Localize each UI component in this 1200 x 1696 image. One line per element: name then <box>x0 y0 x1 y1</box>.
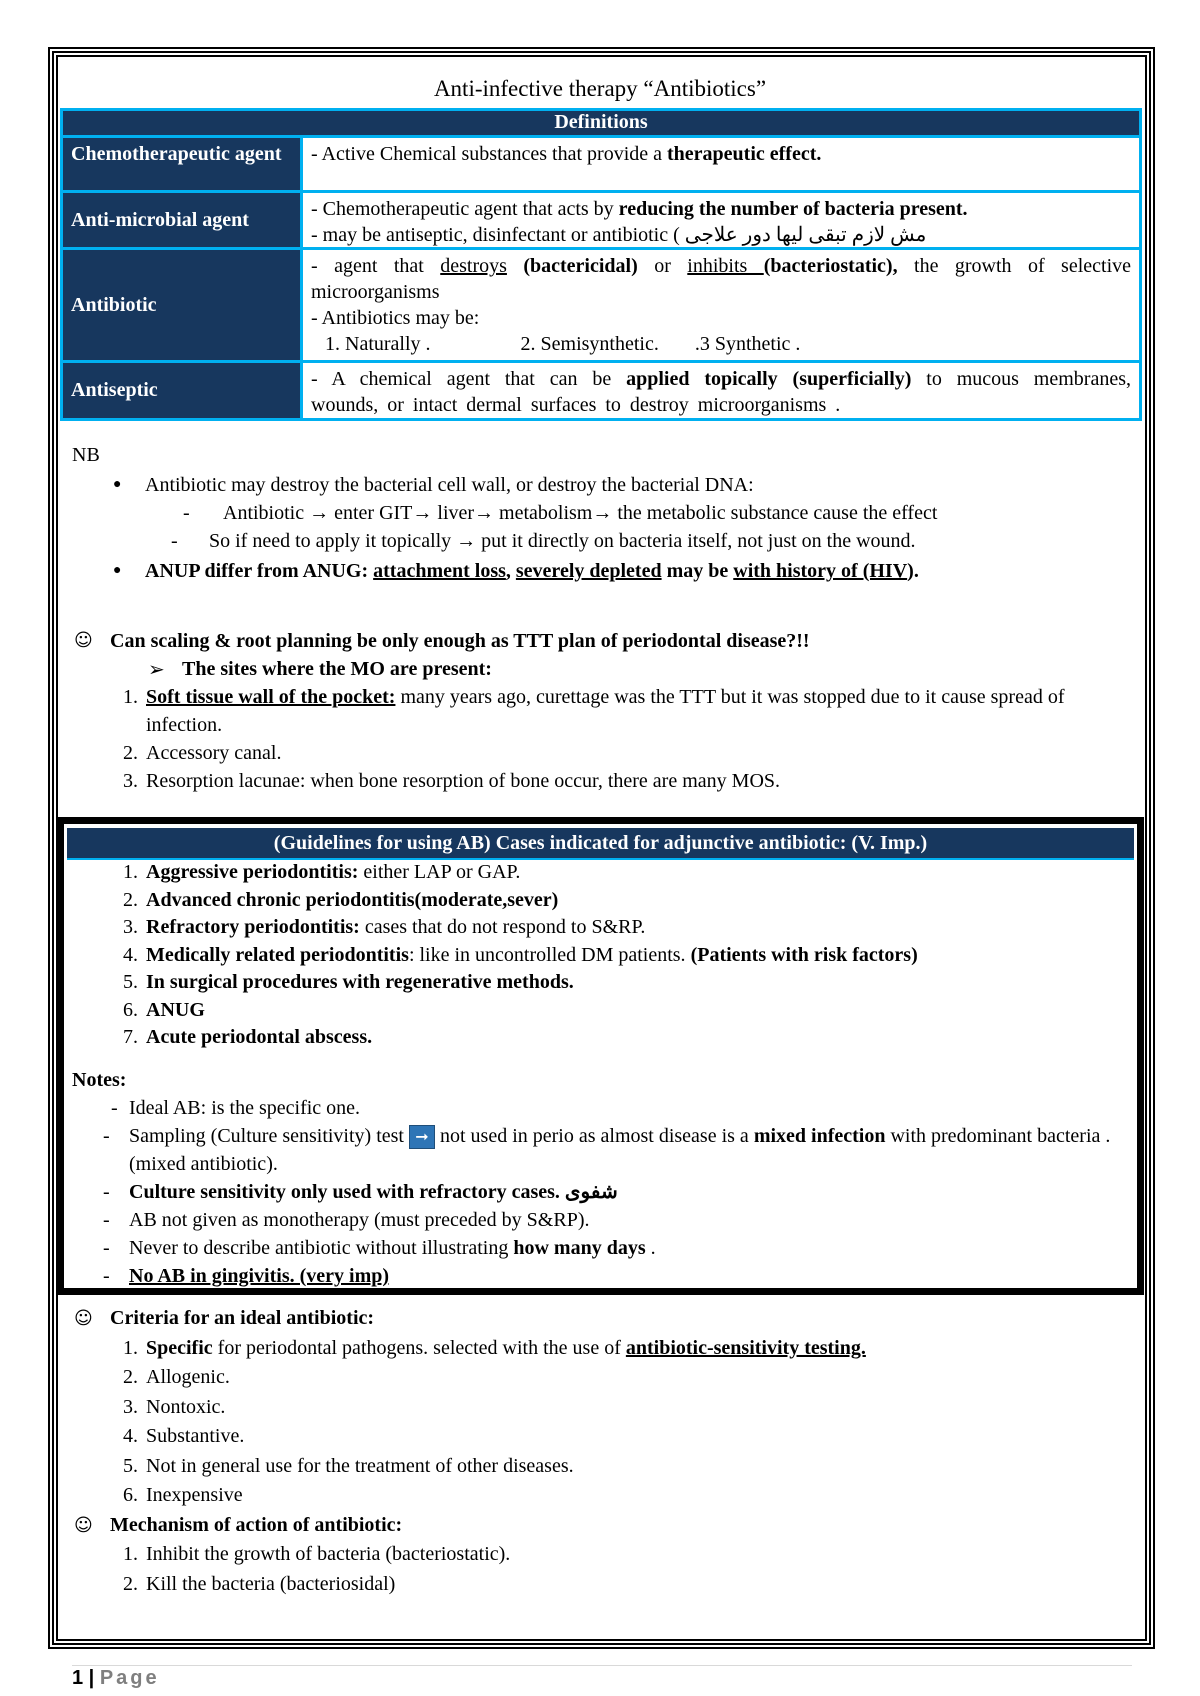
note-4: - AB not given as monotherapy (must preceded by S&RP). <box>103 1209 590 1231</box>
def-row-antimicrobial <box>60 193 1142 250</box>
def-row-chemotherapeutic <box>60 138 1142 193</box>
mechanism-item-1: 1. Inhibit the growth of bacteria (bacteriostatic). <box>123 1543 511 1565</box>
def-desc: - Active Chemical substances that provide a therapeutic effect. <box>303 138 1142 193</box>
scaling-item-3: 3. Resorption lacunae: when bone resorption of bone occur, there are many MOS. <box>123 770 781 792</box>
criteria-item-4: 4. Substantive. <box>123 1425 245 1447</box>
nb-dash-1: - Antibiotic → enter GIT→ liver→ metabolism→ the metabolic substance cause the effect <box>183 502 938 524</box>
scaling-section <box>74 627 1110 795</box>
mechanism-heading: ☺ Mechanism of action of antibiotic: <box>110 1511 1110 1541</box>
def-desc: - A chemical agent that can be applied topically (superficially) to mucous membranes, wounds, or intact dermal surfaces to destroy microorganisms . <box>303 363 1142 421</box>
scaling-item-1: 1. Soft tissue wall of the pocket: many years ago, curettage was the TTT but it was stopped due to it cause spread of infection. <box>123 686 1065 736</box>
nb-label: NB <box>72 444 100 466</box>
guideline-item-7: 7. Acute periodontal abscess. <box>123 1026 373 1048</box>
criteria-item-2: 2. Allogenic. <box>123 1366 230 1388</box>
arrow-bullet-icon: ➢ <box>148 657 165 681</box>
note-3: - Culture sensitivity only used with refractory cases. شفوى <box>103 1181 618 1203</box>
note-2: - Sampling (Culture sensitivity) test ➞ not used in perio as almost disease is a mixed infection with predominant bacteria . (mixed antibiotic). <box>103 1125 1111 1175</box>
note-6: - No AB in gingivitis. (very imp) <box>103 1265 390 1287</box>
criteria-item-3: 3. Nontoxic. <box>123 1395 226 1418</box>
criteria-item-5: 5. Not in general use for the treatment of other diseases. <box>123 1454 574 1477</box>
note-1: - Ideal AB: is the specific one. <box>111 1097 361 1119</box>
nb-bullet-1: ● Antibiotic may destroy the bacterial cell wall, or destroy the bacterial DNA: <box>145 471 1132 499</box>
definitions-table <box>60 108 1142 421</box>
scaling-question: ☺ Can scaling & root planning be only enough as TTT plan of periodontal disease?!! <box>110 627 1110 655</box>
right-arrow-icon: ➞ <box>409 1125 435 1149</box>
guideline-item-2: 2. Advanced chronic periodontitis(moderate,sever) <box>123 888 559 911</box>
def-term: Chemotherapeutic agent <box>60 138 303 193</box>
criteria-item-6: 6. Inexpensive <box>123 1484 243 1506</box>
guideline-item-1: 1. Aggressive periodontitis: either LAP or GAP. <box>123 861 521 883</box>
notes-section <box>72 1066 1112 1290</box>
nb-bullet-2: ● ANUP differ from ANUG: attachment loss, severely depleted may be with history of (HIV). <box>145 557 1132 585</box>
page-footer: 1 | Page <box>72 1667 160 1689</box>
guideline-item-5: 5. In surgical procedures with regenerative methods. <box>123 971 574 993</box>
criteria-section <box>74 1304 1110 1599</box>
scaling-item-2: 2. Accessory canal. <box>123 742 282 764</box>
definitions-header: Definitions <box>60 108 1142 138</box>
guideline-item-3: 3. Refractory periodontitis: cases that do not respond to S&RP. <box>123 916 646 938</box>
guideline-item-4: 4. Medically related periodontitis: like in uncontrolled DM patients. (Patients with risk factors) <box>123 943 918 966</box>
smiley-bullet-icon: ☺ <box>74 1514 93 1536</box>
smiley-bullet-icon: ☺ <box>74 1308 93 1329</box>
guideline-item-6: 6. ANUG <box>123 998 205 1021</box>
def-term: Antiseptic <box>60 363 303 421</box>
guidelines-list <box>123 859 1126 1052</box>
nb-section <box>72 441 1132 585</box>
criteria-heading: ☺ Criteria for an ideal antibiotic: <box>110 1304 1110 1334</box>
footer-divider <box>72 1665 1132 1666</box>
note-5: - Never to describe antibiotic without illustrating how many days . <box>103 1237 656 1259</box>
notes-label: Notes: <box>72 1069 127 1091</box>
scaling-subheading: ➢ The sites where the MO are present: <box>148 657 492 681</box>
def-row-antibiotic <box>60 250 1142 363</box>
def-desc: - Chemotherapeutic agent that acts by reducing the number of bacteria present. - may be antiseptic, disinfectant or antibiotic ( مش لازم تبقى ليها دور علاجى <box>303 193 1142 250</box>
def-desc: - agent that destroys (bactericidal) or inhibits (bacteriostatic), the growth of selective microorganisms - Antibiotics may be: 1. Naturally . 2. Semisynthetic. .3 Synthetic . <box>303 250 1142 363</box>
mechanism-item-2: 2. Kill the bacteria (bacteriosidal) <box>123 1572 396 1595</box>
criteria-item-1: 1. Specific for periodontal pathogens. selected with the use of antibiotic-sensitivity testing. <box>123 1336 866 1359</box>
def-row-antiseptic <box>60 363 1142 421</box>
guidelines-header: (Guidelines for using AB) Cases indicated for adjunctive antibiotic: (V. Imp.) <box>67 828 1134 860</box>
nb-dash-2: - So if need to apply it topically → put it directly on bacteria itself, not just on the wound. <box>171 530 916 552</box>
def-term: Antibiotic <box>60 250 303 363</box>
def-term: Anti-microbial agent <box>60 193 303 250</box>
smiley-bullet-icon: ☺ <box>74 630 93 651</box>
document-title: Anti-infective therapy “Antibiotics” <box>433 76 767 101</box>
